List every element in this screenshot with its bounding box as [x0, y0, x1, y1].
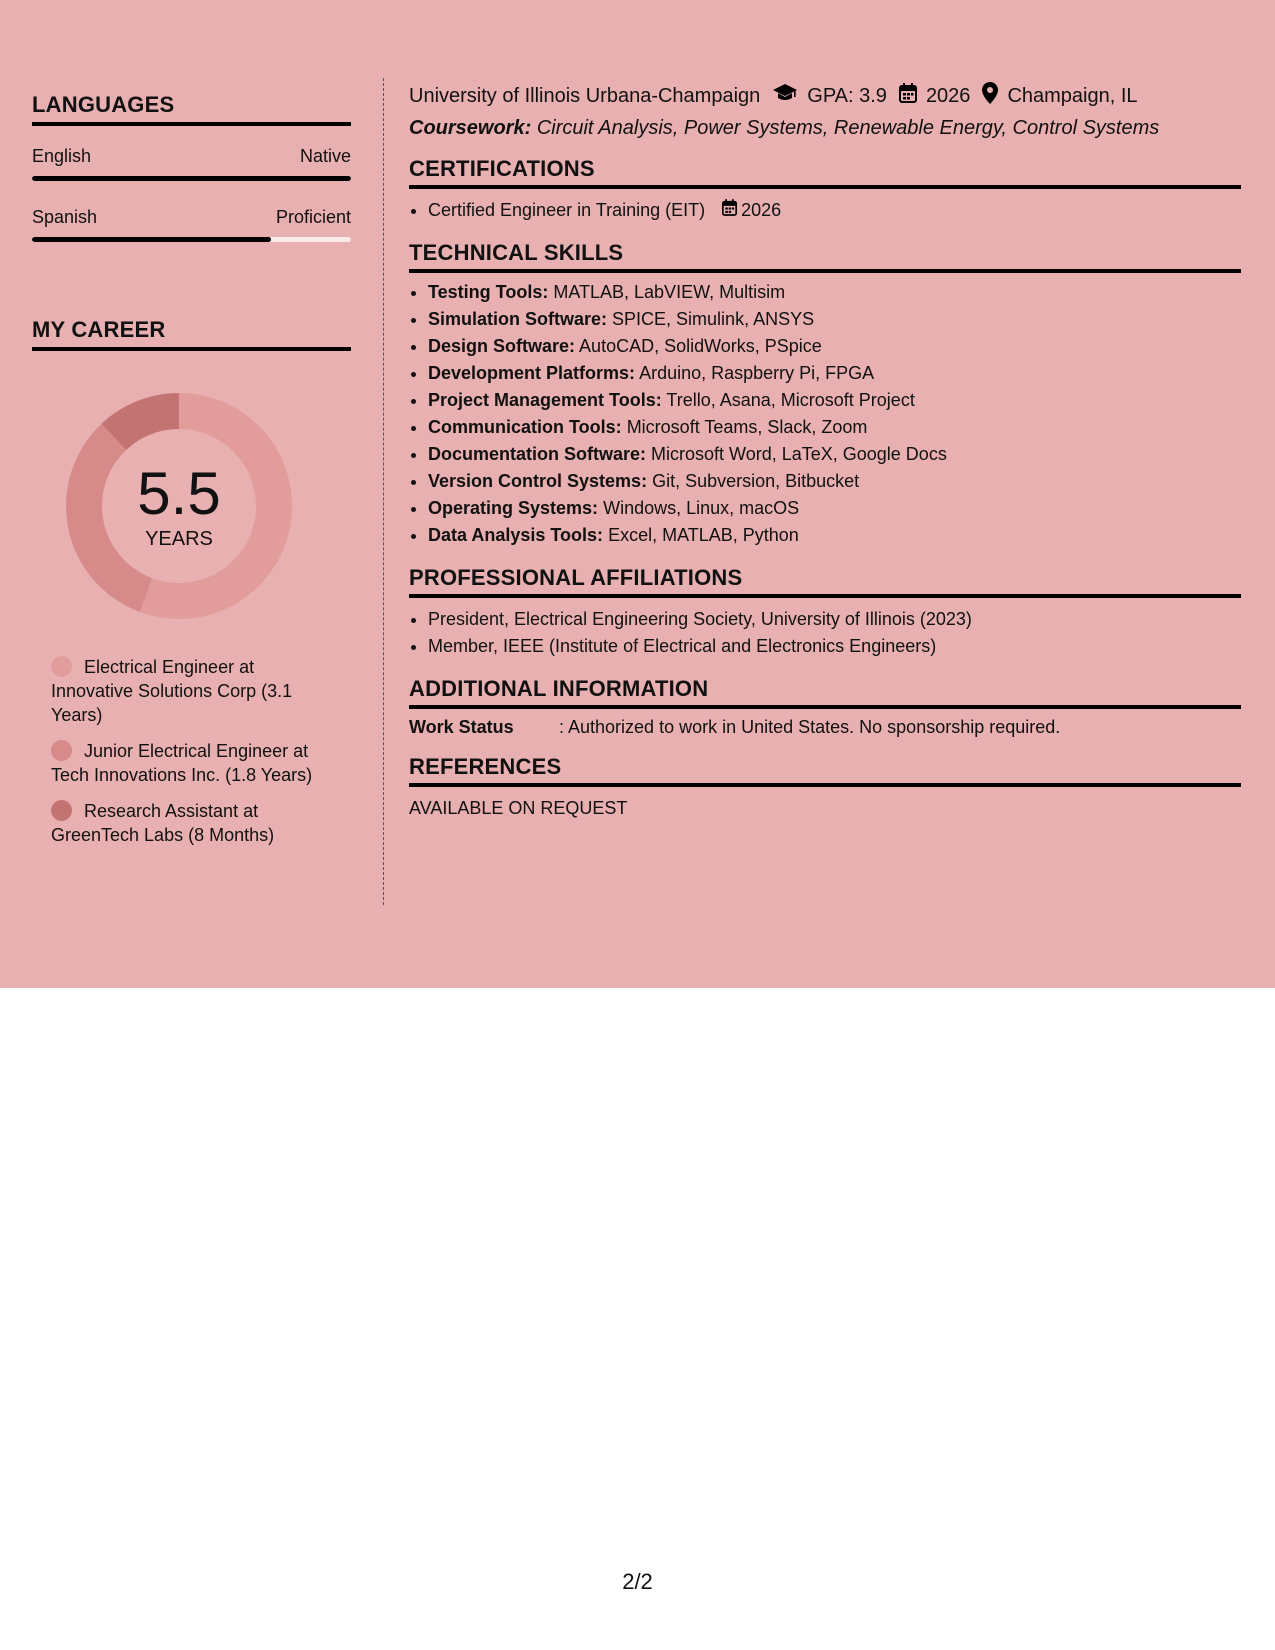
language-proficiency-fill [32, 176, 351, 181]
career-legend-item [51, 655, 341, 727]
legend-dot [51, 740, 72, 761]
affiliation-item: • President, Electrical Engineering Society, University of Illinois (2023) [428, 606, 1241, 633]
career-legend-item [51, 739, 341, 787]
career-title: MY CAREER [32, 317, 351, 351]
career-total-unit: YEARS [145, 527, 213, 550]
certification-year: 2026 [741, 200, 782, 220]
skill-item [428, 468, 1241, 495]
right-column [409, 82, 1241, 819]
skill-category: Development Platforms: [428, 363, 636, 383]
languages-title: LANGUAGES [32, 92, 351, 126]
graduation-year: 2026 [925, 84, 971, 107]
language-proficiency-fill [32, 237, 271, 242]
skill-item [428, 522, 1241, 549]
language-level: Proficient [275, 207, 351, 227]
skill-category: Design Software: [428, 336, 576, 356]
work-status-row [409, 717, 1241, 738]
career-role: Research Assistant at GreenTech Labs (8 Months) [51, 801, 275, 845]
location: Champaign, IL [1007, 84, 1138, 107]
skill-item [428, 333, 1241, 360]
language-level: Native [299, 146, 351, 166]
map-pin-icon [982, 82, 998, 110]
skills-section [409, 240, 1241, 549]
language-proficiency-bar [32, 176, 351, 181]
language-name: English [32, 146, 92, 166]
page-number: 2/2 [622, 1569, 653, 1594]
career-legend-item [51, 799, 341, 847]
references-title: REFERENCES [409, 754, 1241, 787]
column-divider [383, 78, 384, 905]
skill-item [428, 387, 1241, 414]
education-line [409, 82, 1241, 110]
calendar-icon [899, 83, 917, 109]
skill-category: Simulation Software: [428, 309, 608, 329]
certifications-title: CERTIFICATIONS [409, 156, 1241, 189]
career-role: Junior Electrical Engineer at Tech Innovations Inc. (1.8 Years) [51, 741, 313, 785]
skills-list [409, 279, 1241, 549]
skill-values: Microsoft Word, LaTeX, Google Docs [651, 444, 947, 464]
skill-values: Git, Subversion, Bitbucket [652, 471, 860, 491]
skill-item [428, 495, 1241, 522]
skill-item [428, 306, 1241, 333]
skills-title: TECHNICAL SKILLS [409, 240, 1241, 273]
language-item-spanish [32, 207, 351, 242]
school-name: University of Illinois Urbana-Champaign [409, 84, 761, 107]
skill-category: Communication Tools: [428, 417, 622, 437]
graduation-cap-icon [772, 83, 798, 109]
skill-item [428, 441, 1241, 468]
skill-values: SPICE, Simulink, ANSYS [612, 309, 815, 329]
additional-info-title: ADDITIONAL INFORMATION [409, 676, 1241, 709]
language-proficiency-bar [32, 237, 351, 242]
certification-item [428, 197, 1241, 224]
left-column [32, 92, 351, 859]
skill-values: Arduino, Raspberry Pi, FPGA [639, 363, 875, 383]
affiliations-list [409, 606, 1241, 660]
references-section [409, 754, 1241, 819]
coursework-list: Circuit Analysis, Power Systems, Renewable Energy, Control Systems [536, 117, 1160, 139]
affiliations-title: PROFESSIONAL AFFILIATIONS [409, 565, 1241, 598]
skill-values: AutoCAD, SolidWorks, PSpice [579, 336, 822, 356]
references-text: AVAILABLE ON REQUEST [409, 798, 628, 818]
career-role: Electrical Engineer at Innovative Solutions Corp (3.1 Years) [51, 657, 293, 725]
work-status-value: : Authorized to work in United States. No sponsorship required. [559, 717, 1061, 737]
certifications-section [409, 156, 1241, 224]
career-total-years: 5.5 [137, 459, 221, 527]
skill-category: Operating Systems: [428, 498, 599, 518]
certification-name: Certified Engineer in Training (EIT) [428, 200, 706, 220]
certifications-list [409, 197, 1241, 224]
skill-item [428, 414, 1241, 441]
skill-category: Version Control Systems: [428, 471, 648, 491]
legend-dot [51, 656, 72, 677]
career-donut-chart [66, 393, 292, 619]
career-legend [51, 655, 341, 847]
skill-values: Windows, Linux, macOS [603, 498, 800, 518]
certification-date [722, 197, 781, 224]
legend-dot [51, 800, 72, 821]
skill-item [428, 279, 1241, 306]
language-name: Spanish [32, 207, 98, 227]
skill-category: Data Analysis Tools: [428, 525, 604, 545]
skill-category: Testing Tools: [428, 282, 549, 302]
affiliations-section [409, 565, 1241, 660]
gpa: GPA: 3.9 [807, 84, 887, 107]
skill-category: Project Management Tools: [428, 390, 662, 410]
skill-category: Documentation Software: [428, 444, 647, 464]
coursework-label: Coursework: [409, 117, 532, 139]
skill-values: MATLAB, LabVIEW, Multisim [553, 282, 786, 302]
skill-values: Trello, Asana, Microsoft Project [666, 390, 915, 410]
donut-center [66, 393, 292, 619]
calendar-icon [722, 197, 741, 224]
work-status-label: Work Status [409, 717, 514, 737]
skill-values: Excel, MATLAB, Python [608, 525, 799, 545]
skill-item [428, 360, 1241, 387]
coursework [409, 117, 1241, 140]
affiliation-item: • Member, IEEE (Institute of Electrical and Electronics Engineers) [428, 633, 1241, 660]
language-item-english [32, 146, 351, 181]
skill-values: Microsoft Teams, Slack, Zoom [626, 417, 868, 437]
additional-info-section [409, 676, 1241, 738]
